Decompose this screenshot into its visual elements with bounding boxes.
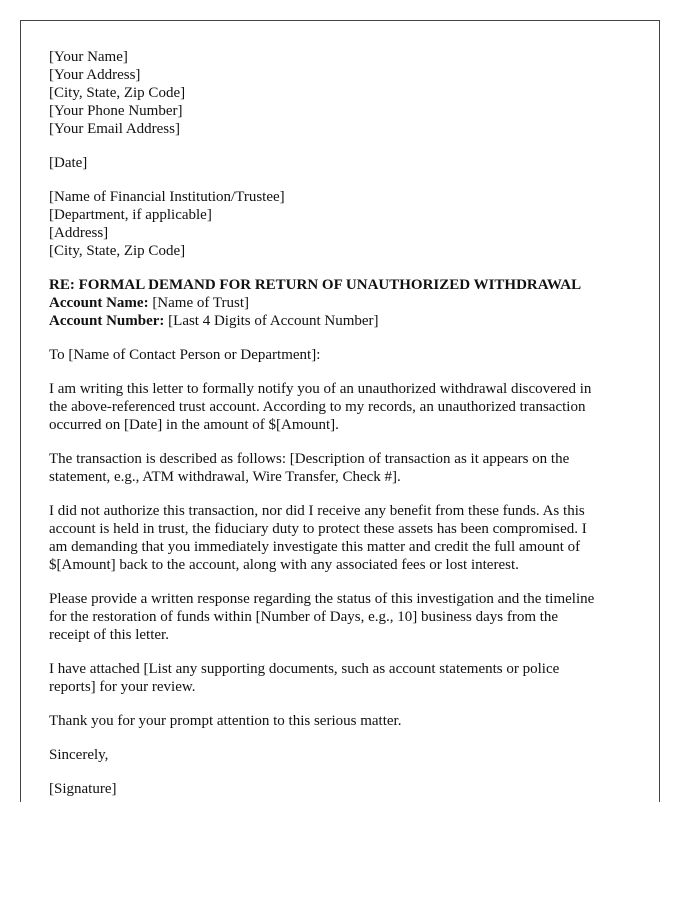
recipient-block bbox=[49, 188, 659, 260]
sender-city: [City, State, Zip Code] bbox=[49, 85, 186, 101]
paragraph-line: for the restoration of funds within [Number of Days, e.g., 10] business days from the bbox=[49, 609, 559, 625]
closing: Sincerely, bbox=[49, 747, 109, 763]
paragraph-response-request bbox=[49, 590, 659, 644]
paragraph-line: I did not authorize this transaction, nor did I receive any benefit from these funds. As this bbox=[49, 503, 585, 519]
paragraph-attachments bbox=[49, 660, 659, 696]
account-name-line bbox=[49, 294, 659, 312]
letter-page bbox=[20, 20, 660, 802]
paragraph-line: Please provide a written response regarding the status of this investigation and the timeline bbox=[49, 591, 595, 607]
account-name-value: [Name of Trust] bbox=[148, 295, 249, 311]
signature: [Signature] bbox=[49, 781, 117, 797]
salutation: To [Name of Contact Person or Department]: bbox=[49, 347, 321, 363]
account-number-label: Account Number: bbox=[49, 313, 165, 329]
paragraph-demand bbox=[49, 502, 659, 574]
paragraph-line: I have attached [List any supporting documents, such as account statements or police bbox=[49, 661, 560, 677]
paragraph-notification bbox=[49, 380, 659, 434]
paragraph-line: occurred on [Date] in the amount of $[Amount]. bbox=[49, 417, 339, 433]
paragraph-line: Thank you for your prompt attention to this serious matter. bbox=[49, 713, 402, 729]
paragraph-line: the above-referenced trust account. According to my records, an unauthorized transaction bbox=[49, 399, 586, 415]
account-number-line bbox=[49, 312, 659, 330]
letter-date: [Date] bbox=[49, 155, 88, 171]
recipient-department: [Department, if applicable] bbox=[49, 207, 212, 223]
subject-block bbox=[49, 276, 659, 330]
paragraph-thanks bbox=[49, 712, 659, 730]
paragraph-line: receipt of this letter. bbox=[49, 627, 169, 643]
paragraph-description bbox=[49, 450, 659, 486]
account-number-value: [Last 4 Digits of Account Number] bbox=[164, 313, 379, 329]
account-name-label: Account Name: bbox=[49, 295, 149, 311]
paragraph-line: am demanding that you immediately investigate this matter and credit the full amount of bbox=[49, 539, 581, 555]
paragraph-line: $[Amount] back to the account, along with any associated fees or lost interest. bbox=[49, 557, 519, 573]
sender-phone: [Your Phone Number] bbox=[49, 103, 183, 119]
recipient-institution: [Name of Financial Institution/Trustee] bbox=[49, 189, 285, 205]
recipient-city: [City, State, Zip Code] bbox=[49, 243, 186, 259]
paragraph-line: account is held in trust, the fiduciary duty to protect these assets has been compromised. I bbox=[49, 521, 587, 537]
sender-email: [Your Email Address] bbox=[49, 121, 180, 137]
paragraph-line: The transaction is described as follows: [Description of transaction as it appears on the bbox=[49, 451, 570, 467]
subject-title: RE: FORMAL DEMAND FOR RETURN OF UNAUTHORIZED WITHDRAWAL bbox=[49, 277, 582, 293]
recipient-address: [Address] bbox=[49, 225, 109, 241]
paragraph-line: reports] for your review. bbox=[49, 679, 196, 695]
sender-address: [Your Address] bbox=[49, 67, 141, 83]
paragraph-line: statement, e.g., ATM withdrawal, Wire Transfer, Check #]. bbox=[49, 469, 401, 485]
sender-block bbox=[49, 48, 659, 138]
paragraph-line: I am writing this letter to formally notify you of an unauthorized withdrawal discovered in bbox=[49, 381, 592, 397]
sender-name: [Your Name] bbox=[49, 49, 128, 65]
